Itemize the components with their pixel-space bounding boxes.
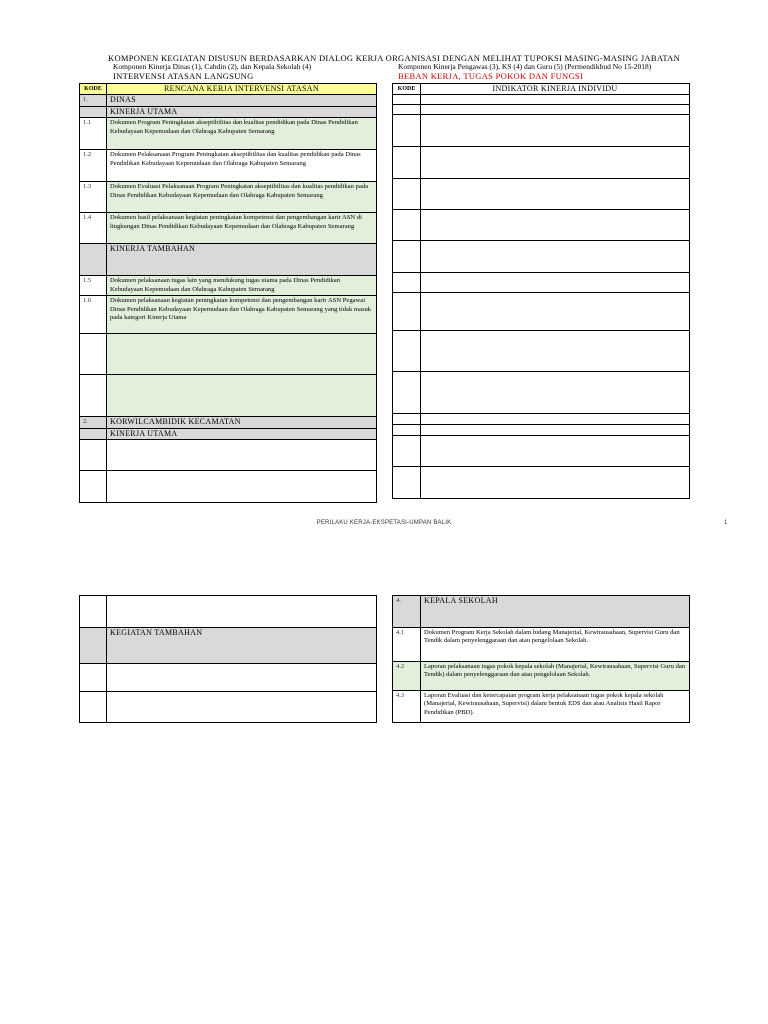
row-kode xyxy=(80,471,107,503)
row-text: Dokumen hasil pelaksanaan kegiatan peningkatan kompetensi dan pengembangan karir ASN di lingkungan Dinas Pendidikan Kebudayaan Kepemudaan dan Olahraga Kabupaten Semarang xyxy=(107,213,377,244)
table-row xyxy=(393,331,690,372)
row-kode: 1.2 xyxy=(80,150,107,182)
kode-header: KODE xyxy=(80,84,107,95)
right-subtitle: Komponen Kinerja Pengawas (3), KS (4) dan Guru (5) (Permendikbud No 15-2018) xyxy=(398,62,652,71)
page-number: 1 xyxy=(724,520,728,526)
table-row xyxy=(393,662,690,691)
row-kode: 1.5 xyxy=(80,276,107,296)
table-row xyxy=(393,241,690,273)
table-row xyxy=(393,95,690,105)
table-row xyxy=(393,467,690,499)
table-row xyxy=(80,118,377,150)
row-kode: 1.1 xyxy=(80,118,107,150)
row-text xyxy=(107,440,377,471)
table-row xyxy=(393,115,690,147)
row-kode xyxy=(80,244,107,276)
row-section: DINAS xyxy=(107,95,377,106)
row-kode: 1.6 xyxy=(80,296,107,334)
table-row xyxy=(80,95,377,106)
table-row xyxy=(80,440,377,471)
row-text: Dokumen Program Kerja Sekolah dalam bidang Manajerial, Kewirausahaan, Supervisi Guru dan Tendik dalam penyelenggaraan dan atau pengelolaan Sekolah. xyxy=(421,628,690,662)
row-text: Dokumen pelaksanaan tugas lain yang mendukung tugas utama pada Dinas Pendidikan Kebudayaan Kepemudaan dan Olahraga Kabupaten Semarang xyxy=(107,276,377,296)
row-text xyxy=(107,334,377,375)
row-kode: 4. xyxy=(393,596,421,628)
row-kode xyxy=(80,596,107,628)
right-indicator-table xyxy=(392,83,690,499)
table-row xyxy=(80,106,377,117)
table-row xyxy=(393,293,690,331)
row-text: Dokumen Program Peningkatan akseptibilitas dan kualitas pendidikan pada Dinas Pendidikan Kebudayaan Kepemudaan dan Olahraga Kabupaten Semarang xyxy=(107,118,377,150)
right-heading: BEBAN KERJA, TUGAS POKOK DAN FUNGSI xyxy=(398,71,584,81)
row-text xyxy=(107,664,377,692)
row-text xyxy=(107,692,377,723)
table-row xyxy=(393,105,690,115)
table-row xyxy=(80,276,377,296)
row-kode xyxy=(80,692,107,723)
left-heading: INTERVENSI ATASAN LANGSUNG xyxy=(113,71,254,81)
row-kode xyxy=(80,334,107,375)
table-row xyxy=(393,628,690,662)
row-kode xyxy=(80,375,107,417)
table-row xyxy=(393,425,690,436)
table-row xyxy=(80,471,377,503)
left-subtitle: Komponen Kinerja Dinas (1), Cabdin (2), dan Kepala Sekolah (4) xyxy=(113,62,312,71)
row-section: KINERJA UTAMA xyxy=(107,428,377,439)
table-row xyxy=(80,334,377,375)
row-section: KORWILCAMBIDIK KECAMATAN xyxy=(107,417,377,428)
table-row xyxy=(80,417,377,428)
table-row xyxy=(80,375,377,417)
page-footer: PERILAKU KERJA-EKSPETASI-UMPAN BALIK xyxy=(316,520,452,526)
table-header-row xyxy=(80,84,377,95)
table-row xyxy=(393,372,690,414)
row-section: KINERJA TAMBAHAN xyxy=(107,244,377,276)
row-kode: 2. xyxy=(80,417,107,428)
table-row xyxy=(393,691,690,723)
table-row xyxy=(393,414,690,425)
row-text: Laporan pelaksanaan tugas pokok kepala sekolah (Manajerial, Kewirausahaan, Supervisi Guru dan Tendik) dalam penyelenggaraan dan atau pengelolaan Sekolah. xyxy=(421,662,690,691)
row-kode xyxy=(80,664,107,692)
row-section: KINERJA UTAMA xyxy=(107,106,377,117)
table-row xyxy=(393,147,690,179)
table-row xyxy=(80,150,377,182)
row-text: Dokumen Pelaksanaan Program Peningkatan akseptibilitas dan kualitas pendidikan pada Dinas Pendidikan Kebudayaan Kepemudaan dan Olahraga Kabupaten Semarang xyxy=(107,150,377,182)
page2-right-table xyxy=(392,595,690,723)
row-text xyxy=(107,596,377,628)
indicator-header: INDIKATOR KINERJA INDIVIDU xyxy=(421,84,690,95)
row-text: Dokumen pelaksanaan kegiatan peningkatan kompetensi dan pengembangan karir ASN Pegawai Dinas Pendidikan Kebudayaan Kepemudaan dan Olahraga Kabupaten Semarang yang tidak masuk pada kategori Kinerja Utama xyxy=(107,296,377,334)
table-row xyxy=(393,596,690,628)
row-text xyxy=(107,471,377,503)
kode-header: KODE xyxy=(393,84,421,95)
table-row xyxy=(80,664,377,692)
row-section: KEPALA SEKOLAH xyxy=(421,596,690,628)
table-row xyxy=(80,692,377,723)
row-kode: 1.4 xyxy=(80,213,107,244)
table-row xyxy=(393,210,690,241)
document-title: KOMPONEN KEGIATAN DISUSUN BERDASARKAN DIALOG KERJA ORGANISASI DENGAN MELIHAT TUPOKSI MASING-MASING JABATAN xyxy=(108,53,681,63)
table-row xyxy=(80,213,377,244)
row-kode: 4.2 xyxy=(393,662,421,691)
row-kode: 4.3 xyxy=(393,691,421,723)
table-row xyxy=(80,182,377,213)
plan-header: RENCANA KERJA INTERVENSI ATASAN xyxy=(107,84,377,95)
row-kode: 4.1 xyxy=(393,628,421,662)
row-kode xyxy=(80,106,107,117)
table-row xyxy=(80,428,377,439)
table-row xyxy=(393,179,690,210)
table-row xyxy=(393,436,690,467)
table-header-row xyxy=(393,84,690,95)
row-text xyxy=(107,375,377,417)
row-section: KEGIATAN TAMBAHAN xyxy=(107,628,377,664)
row-kode xyxy=(80,628,107,664)
row-kode xyxy=(80,440,107,471)
table-row xyxy=(80,296,377,334)
row-kode xyxy=(80,428,107,439)
table-row xyxy=(80,244,377,276)
row-text: Dokumen Evaluasi Pelaksanaan Program Peningkatan akseptibilitas dan kualitas pendidikan pada Dinas Pendidikan Kebudayaan Kepemudaan dan Olahraga Kabupaten Semarang xyxy=(107,182,377,213)
left-plan-table xyxy=(79,83,377,503)
row-kode: 1.3 xyxy=(80,182,107,213)
table-row xyxy=(80,596,377,628)
page2-left-table xyxy=(79,595,377,723)
row-text: Laporan Evaluasi dan ketercapaian program kerja pelaksanaan tugas pokok kepala sekolah (Manajerial, Kewirausahaan, Supervisi) dalam bentuk EDS dan atau Analisis Hasil Rapor Pendidikan (PBD). xyxy=(421,691,690,723)
row-kode: 1. xyxy=(80,95,107,106)
table-row xyxy=(80,628,377,664)
table-row xyxy=(393,273,690,293)
